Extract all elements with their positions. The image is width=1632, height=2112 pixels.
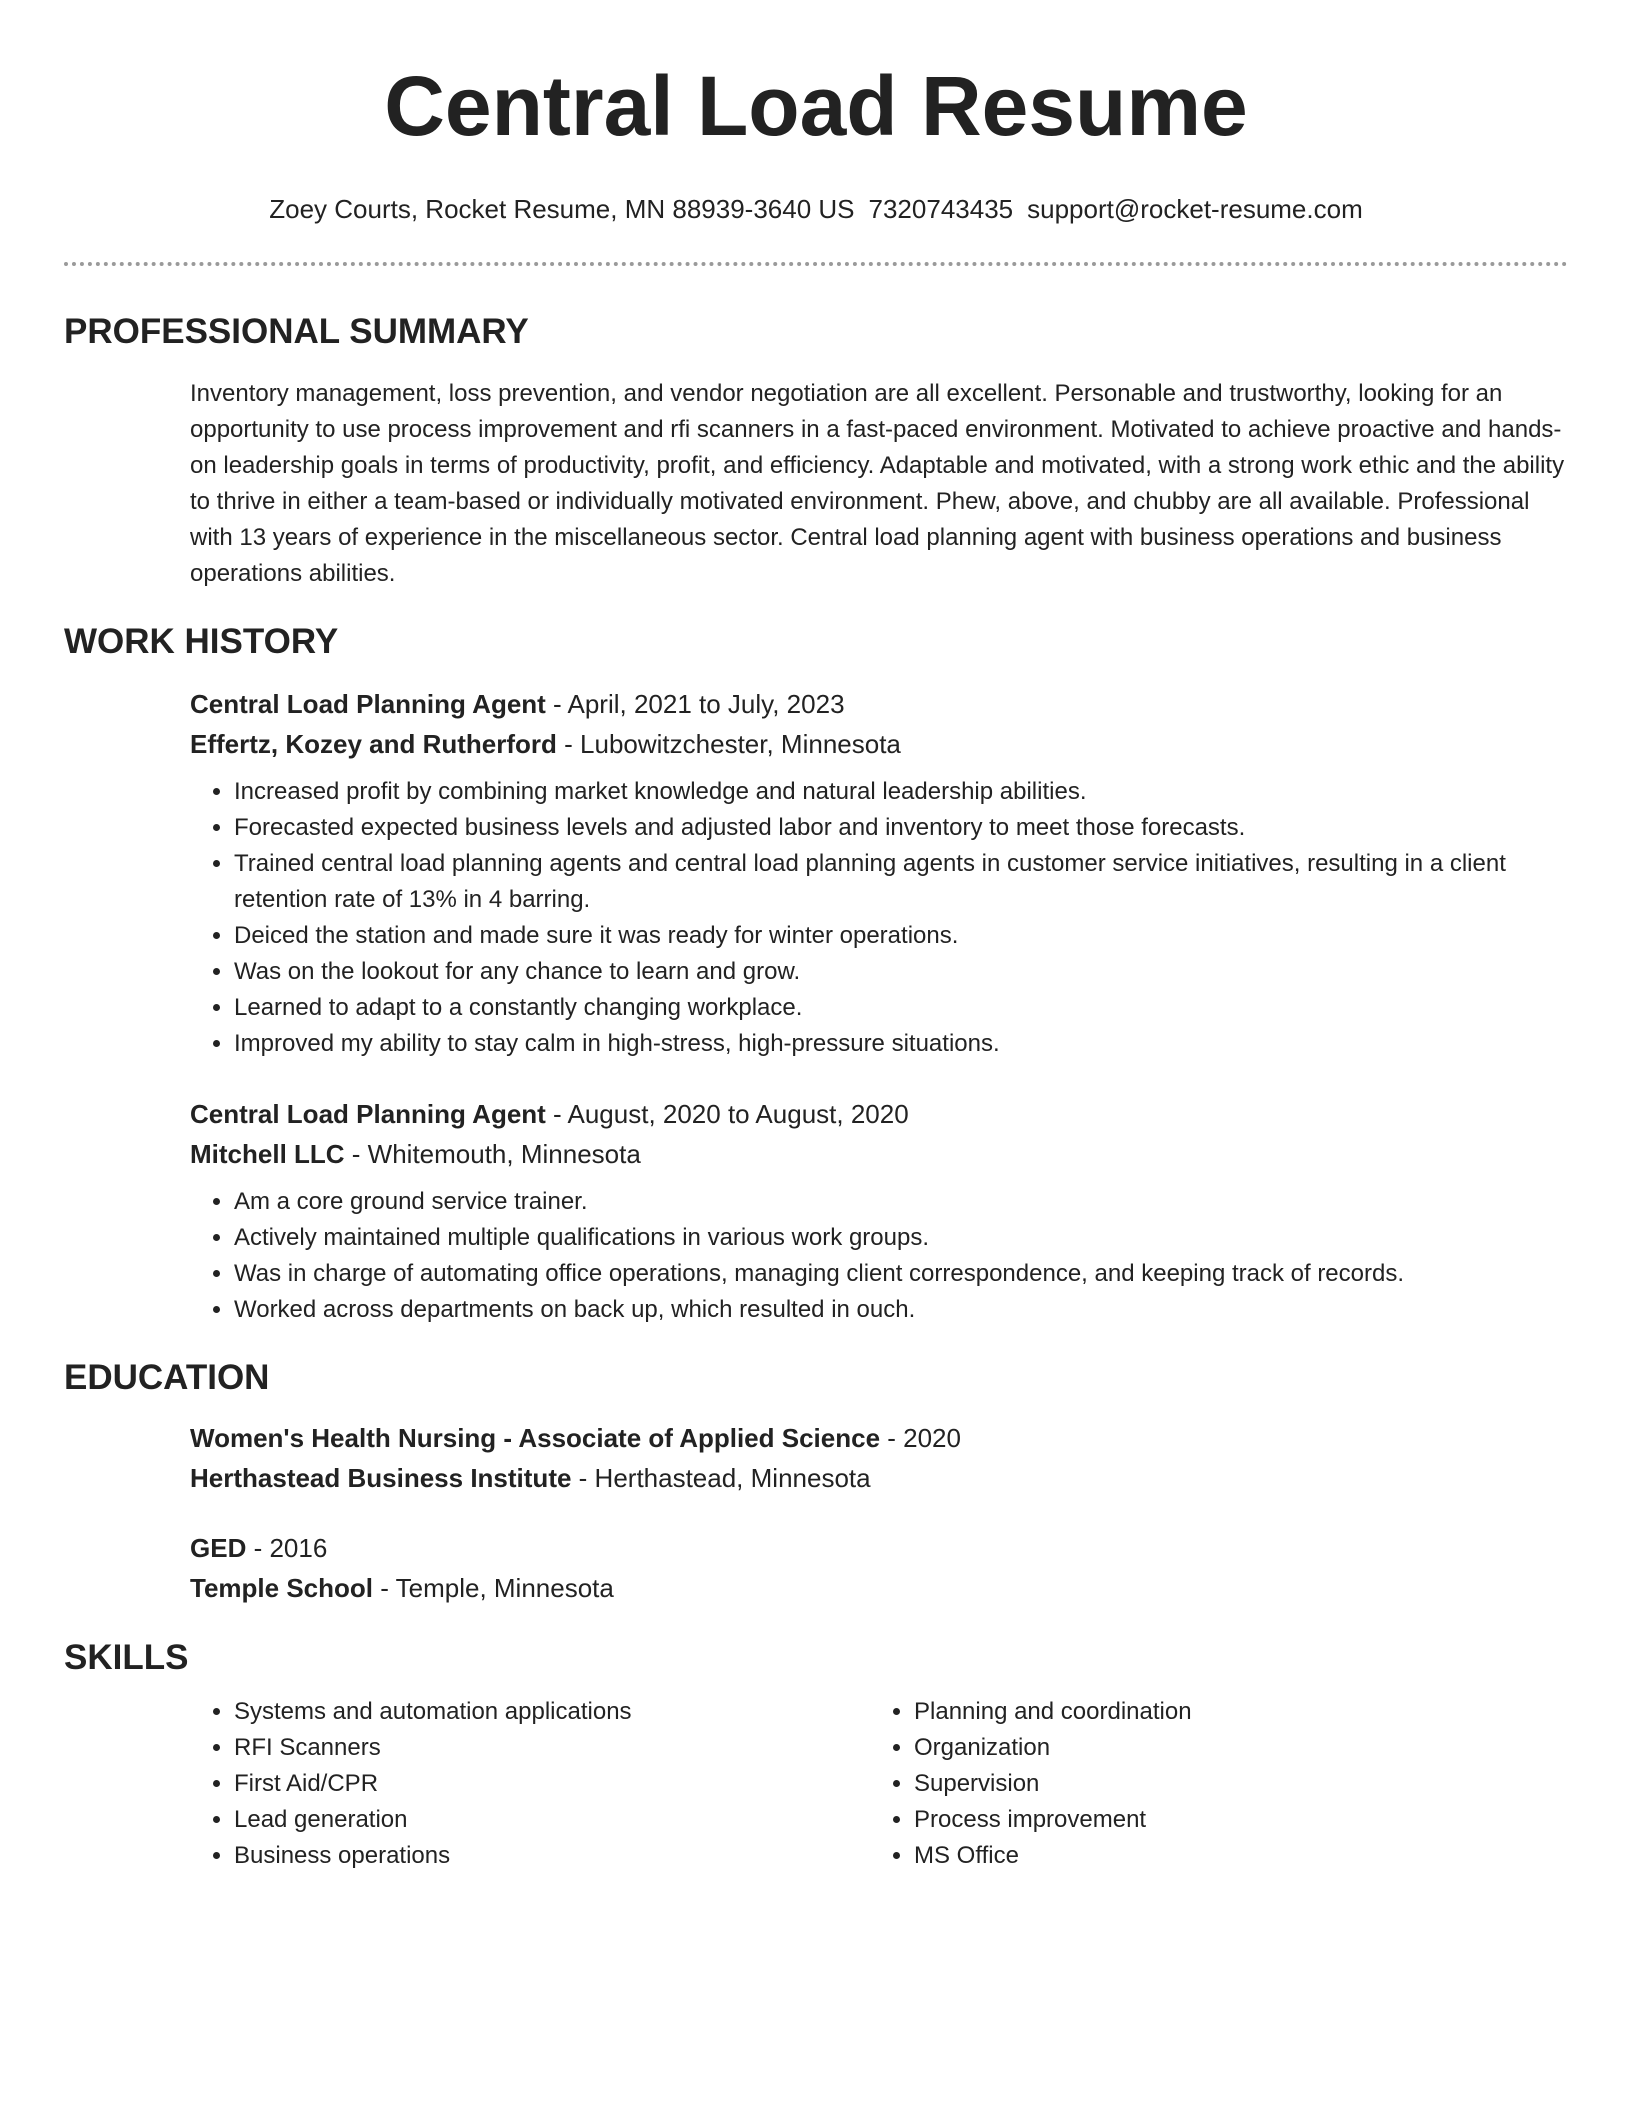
contact-line — [64, 192, 1568, 226]
list-item: • Forecasted expected business levels and adjusted labor and inventory to meet those forecasts. — [234, 810, 1568, 846]
summary-section — [64, 310, 1568, 592]
list-item: • MS Office — [914, 1838, 1550, 1874]
education-location: - Herthastead, Minnesota — [571, 1463, 871, 1493]
education-degree-line — [190, 1418, 1568, 1458]
list-item: • Am a core ground service trainer. — [234, 1184, 1568, 1220]
list-item: • Supervision — [914, 1766, 1550, 1802]
job-role: Central Load Planning Agent — [190, 689, 546, 719]
work-section — [64, 620, 1568, 1328]
list-item: • Deiced the station and made sure it was ready for winter operations. — [234, 918, 1568, 954]
list-item: • Increased profit by combining market knowledge and natural leadership abilities. — [234, 774, 1568, 810]
list-item: • Improved my ability to stay calm in high-stress, high-pressure situations. — [234, 1026, 1568, 1062]
skills-column-right — [870, 1694, 1550, 1874]
job-location: - Whitemouth, Minnesota — [344, 1139, 641, 1169]
section-title-education: EDUCATION — [64, 1358, 270, 1397]
job-bullets — [190, 1184, 1568, 1328]
list-item: • Was on the lookout for any chance to learn and grow. — [234, 954, 1568, 990]
education-entry — [190, 1528, 1568, 1608]
list-item: • Systems and automation applications — [234, 1694, 870, 1730]
skills-list-left — [190, 1694, 870, 1874]
education-year: - 2016 — [246, 1533, 328, 1563]
list-item: • Organization — [914, 1730, 1550, 1766]
list-item: • Worked across departments on back up, which resulted in ouch. — [234, 1292, 1568, 1328]
education-degree: GED — [190, 1533, 247, 1563]
job-company-line — [190, 1134, 1568, 1174]
job-company: Effertz, Kozey and Rutherford — [190, 729, 557, 759]
list-item: • Lead generation — [234, 1802, 870, 1838]
section-title-summary: PROFESSIONAL SUMMARY — [64, 312, 529, 351]
skills-column-left — [190, 1694, 870, 1874]
job-entry — [190, 1094, 1568, 1328]
education-degree: Women's Health Nursing - Associate of Applied Science — [190, 1423, 881, 1453]
list-item: • First Aid/CPR — [234, 1766, 870, 1802]
contact-address: Zoey Courts, Rocket Resume, MN 88939-3640 US — [269, 194, 855, 224]
list-item: • Business operations — [234, 1838, 870, 1874]
job-company: Mitchell LLC — [190, 1139, 345, 1169]
education-school: Temple School — [190, 1573, 373, 1603]
list-item: • Was in charge of automating office operations, managing client correspondence, and keeping track of records. — [234, 1256, 1568, 1292]
job-entry — [190, 684, 1568, 1062]
section-title-work: WORK HISTORY — [64, 622, 339, 661]
list-item: • Actively maintained multiple qualifications in various work groups. — [234, 1220, 1568, 1256]
section-title-skills: SKILLS — [64, 1638, 189, 1677]
education-degree-line — [190, 1528, 1568, 1568]
list-item: • Process improvement — [914, 1802, 1550, 1838]
education-location: - Temple, Minnesota — [373, 1573, 614, 1603]
job-heading — [190, 684, 1568, 724]
education-section — [64, 1356, 1568, 1608]
education-school-line — [190, 1458, 1568, 1498]
job-dates: - April, 2021 to July, 2023 — [545, 689, 845, 719]
summary-text: Inventory management, loss prevention, and vendor negotiation are all excellent. Personable and trustworthy, looking for an opportunity to use process improvement and rfi scanners in a fast-paced environment. Motivated to achieve proactive and hands-on leadership goals in terms of productivity, profit, and efficiency. Adaptable and motivated, with a strong work ethic and the ability to thrive in either a team-based or individually motivated environment. Phew, above, and chubby are all available. Professional with 13 years of experience in the miscellaneous sector. Central load planning agent with business operations and business operations abilities. — [190, 380, 1565, 587]
contact-email: support@rocket-resume.com — [1027, 194, 1363, 224]
list-item: • RFI Scanners — [234, 1730, 870, 1766]
job-location: - Lubowitzchester, Minnesota — [556, 729, 901, 759]
job-company-line — [190, 724, 1568, 764]
job-bullets — [190, 774, 1568, 1062]
education-school: Herthastead Business Institute — [190, 1463, 572, 1493]
job-dates: - August, 2020 to August, 2020 — [545, 1099, 909, 1129]
resume-page — [64, 0, 1568, 1874]
resume-title: Central Load Resume — [384, 59, 1248, 153]
education-school-line — [190, 1568, 1568, 1608]
header-divider — [64, 262, 1568, 266]
skills-list-right — [870, 1694, 1550, 1874]
list-item: • Planning and coordination — [914, 1694, 1550, 1730]
education-year: - 2020 — [880, 1423, 961, 1453]
job-role: Central Load Planning Agent — [190, 1099, 546, 1129]
contact-phone: 7320743435 — [868, 194, 1014, 224]
list-item: • Learned to adapt to a constantly changing workplace. — [234, 990, 1568, 1026]
education-entry — [190, 1418, 1568, 1498]
list-item: • Trained central load planning agents and central load planning agents in customer service initiatives, resulting in a client retention rate of 13% in 4 barring. — [234, 846, 1568, 918]
skills-section — [64, 1636, 1568, 1874]
job-heading — [190, 1094, 1568, 1134]
